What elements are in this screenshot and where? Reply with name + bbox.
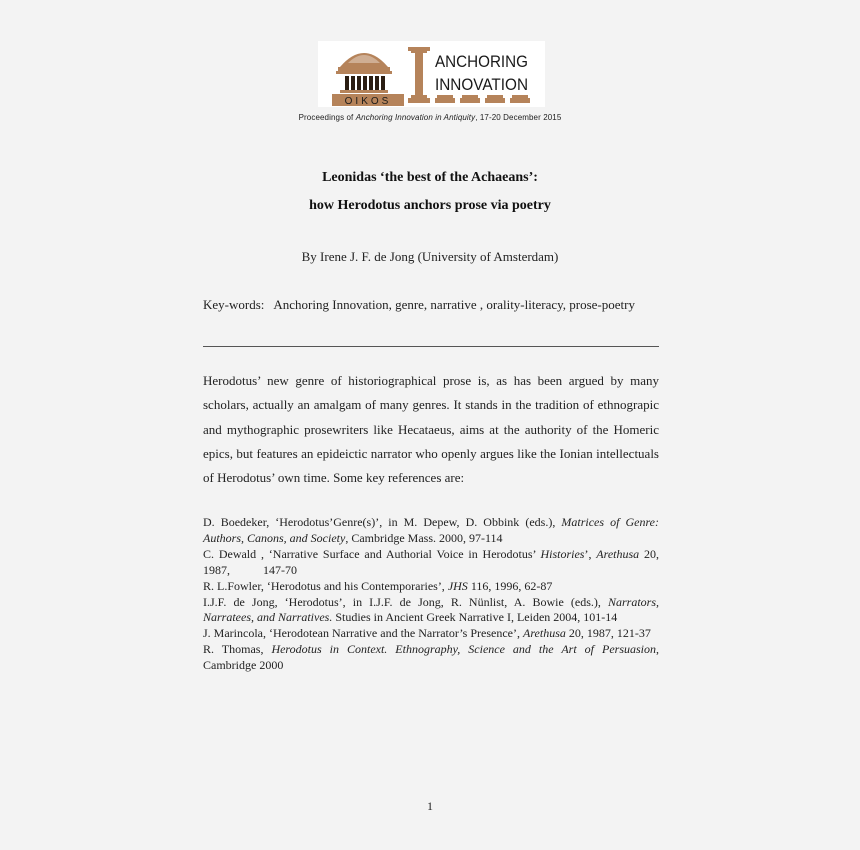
- reference-item: I.J.F. de Jong, ‘Herodotus’, in I.J.F. de Jong, R. Nünlist, A. Bowie (eds.), Narrators, Narratees, and Narratives. Studies in Ancient Greek Narrative I, Leiden 2004, 101-14: [203, 594, 659, 625]
- reference-item: R. L.Fowler, ‘Herodotus and his Contemporaries’, JHS 116, 1996, 62-87: [203, 578, 553, 593]
- keywords-label: Key-words:: [203, 297, 265, 312]
- logo-oikos-text: OIKOS: [344, 96, 392, 107]
- article-title-line2: how Herodotus anchors prose via poetry: [309, 198, 551, 213]
- horizontal-rule: [203, 346, 659, 347]
- reference-list: [203, 515, 659, 674]
- keywords-list: Anchoring Innovation, genre, narrative , orality-literacy, prose-poetry: [273, 297, 635, 312]
- article-title-line1: Leonidas ‘the best of the Achaeans’:: [322, 170, 538, 185]
- proceedings-caption: [0, 113, 860, 122]
- proceedings-prefix: Proceedings of: [298, 113, 356, 122]
- logo-innovation-text: INNOVATION: [435, 75, 528, 94]
- reference-item: J. Marincola, ‘Herodotean Narrative and the Narrator’s Presence’, Arethusa 20, 1987, 121-37: [203, 626, 651, 641]
- proceedings-suffix: , 17-20 December 2015: [475, 113, 562, 122]
- page-number: 1: [427, 799, 433, 813]
- reference-item: D. Boedeker, ‘Herodotus’Genre(s)’, in M. Depew, D. Obbink (eds.), Matrices of Genre: Authors, Canons, and Society, Cambridge Mass. 2000, 97-114: [203, 515, 660, 545]
- reference-item: R. Thomas, Herodotus in Context. Ethnography, Science and the Art of Persuasion, Cambridge 2000: [203, 642, 659, 673]
- logo-anchoring-text: ANCHORING: [435, 52, 528, 71]
- oikos-anchoring-innovation-logo: [318, 41, 545, 107]
- author-line: By Irene J. F. de Jong (University of Amsterdam): [301, 249, 559, 264]
- reference-item: C. Dewald , ‘Narrative Surface and Authorial Voice in Herodotus’ Histories’, Arethusa 20, 1987, 147-70: [203, 546, 660, 577]
- keywords-line: [203, 297, 663, 313]
- intro-paragraph: Herodotus’ new genre of historiographical prose is, as has been argued by many scholars, actually an amalgam of many genres. It stands in the tradition of ethnograpic and mythographic prosewriters like Hecataeus, aims at the authority of the Homeric epics, but features an epideictic narrator who openly argues like the Ionian intellectuals of Herodotus’ own time. Some key references are:: [203, 373, 659, 486]
- proceedings-title: Anchoring Innovation in Antiquity: [355, 113, 476, 122]
- conference-logo: [318, 41, 545, 107]
